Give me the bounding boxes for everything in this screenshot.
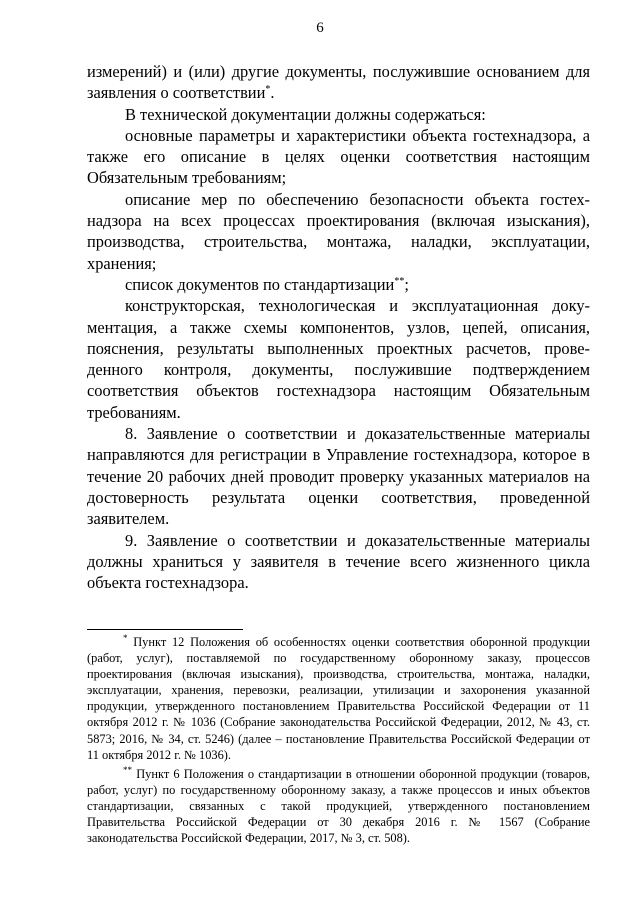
footnote-2: ** Пункт 6 Положения о стандартизации в отношении оборонной продукции (товаров, работ, услуг) по государственному оборонному заказу, а также процессов и иных объектов стандартизации, связанных с такой продукцией, утвержденного постановлением Правительства Российской Федерации от 30 декабря 2016 г. № 1567 (Собрание законодательства Российской Федерации, 2017, № 3, ст. 508). [87, 764, 590, 846]
footnote-mark-1: * [123, 633, 128, 643]
paragraph-4: описание мер по обеспечению безопасности объекта гостехнадзора на всех процессах проектирования (включая изыскания), производства, строительства, монтажа, наладки, эксплуатации, хранения; [87, 189, 590, 273]
footnote-separator [87, 629, 243, 630]
paragraph-1: измерений) и (или) другие документы, послужившие основанием для заявления о соответствии*. [87, 62, 590, 103]
footnote-ref-1: * [265, 84, 271, 96]
main-text [87, 61, 590, 593]
paragraph-7: 8. Заявление о соответствии и доказательственные материалы направляются для регистрации в Управление гостехнадзора, которое в течение 20 рабочих дней проводит проверку указанных материалов на достоверность результата оценки соответствия, проведенной заявителем. [87, 424, 590, 529]
paragraph-5: список документов по стандартизации**; [125, 274, 409, 294]
footnote-ref-2: ** [394, 275, 405, 287]
paragraph-2: В технической документации должны содержаться: [125, 104, 486, 124]
page-number: 6 [316, 20, 324, 36]
paragraph-6: конструкторская, технологическая и эксплуатационная документация, а также схемы компонентов, узлов, цепей, описания, пояснения, результаты выполненных проектных расчетов, проведенного контроля, документы, послужившие подтверждением соответствия объектов гостехнадзора настоящим Обязательным требованиям. [87, 296, 590, 422]
footnotes [87, 634, 590, 846]
footnote-1: * Пункт 12 Положения об особенностях оценки соответствия оборонной продукции (работ, услуг), поставляемой по государственному оборонному заказу, процессов проектирования (включая изыскания), производства, строительства, монтажа, наладки, эксплуатации, хранения, перевозки, реализации, утилизации и захоронения указанной продукции, утвержденного постановлением Правительства Российской Федерации от 11 октября 2012 г. № 1036 (Собрание законодательства Российской Федерации, 2012, № 43, ст. 5873; 2016, № 34, ст. 5246) (далее – постановление Правительства Российской Федерации от 11 октября 2012 г. № 1036). [87, 633, 590, 762]
paragraph-8: 9. Заявление о соответствии и доказательственные материалы должны храниться у заявителя в течение всего жизненного цикла объекта гостехнадзора. [87, 530, 590, 593]
footnote-mark-2: ** [123, 764, 132, 775]
paragraph-3: основные параметры и характеристики объекта гостехнадзора, а также его описание в целях оценки соответствия настоящим Обязательным требованиям; [87, 125, 590, 188]
